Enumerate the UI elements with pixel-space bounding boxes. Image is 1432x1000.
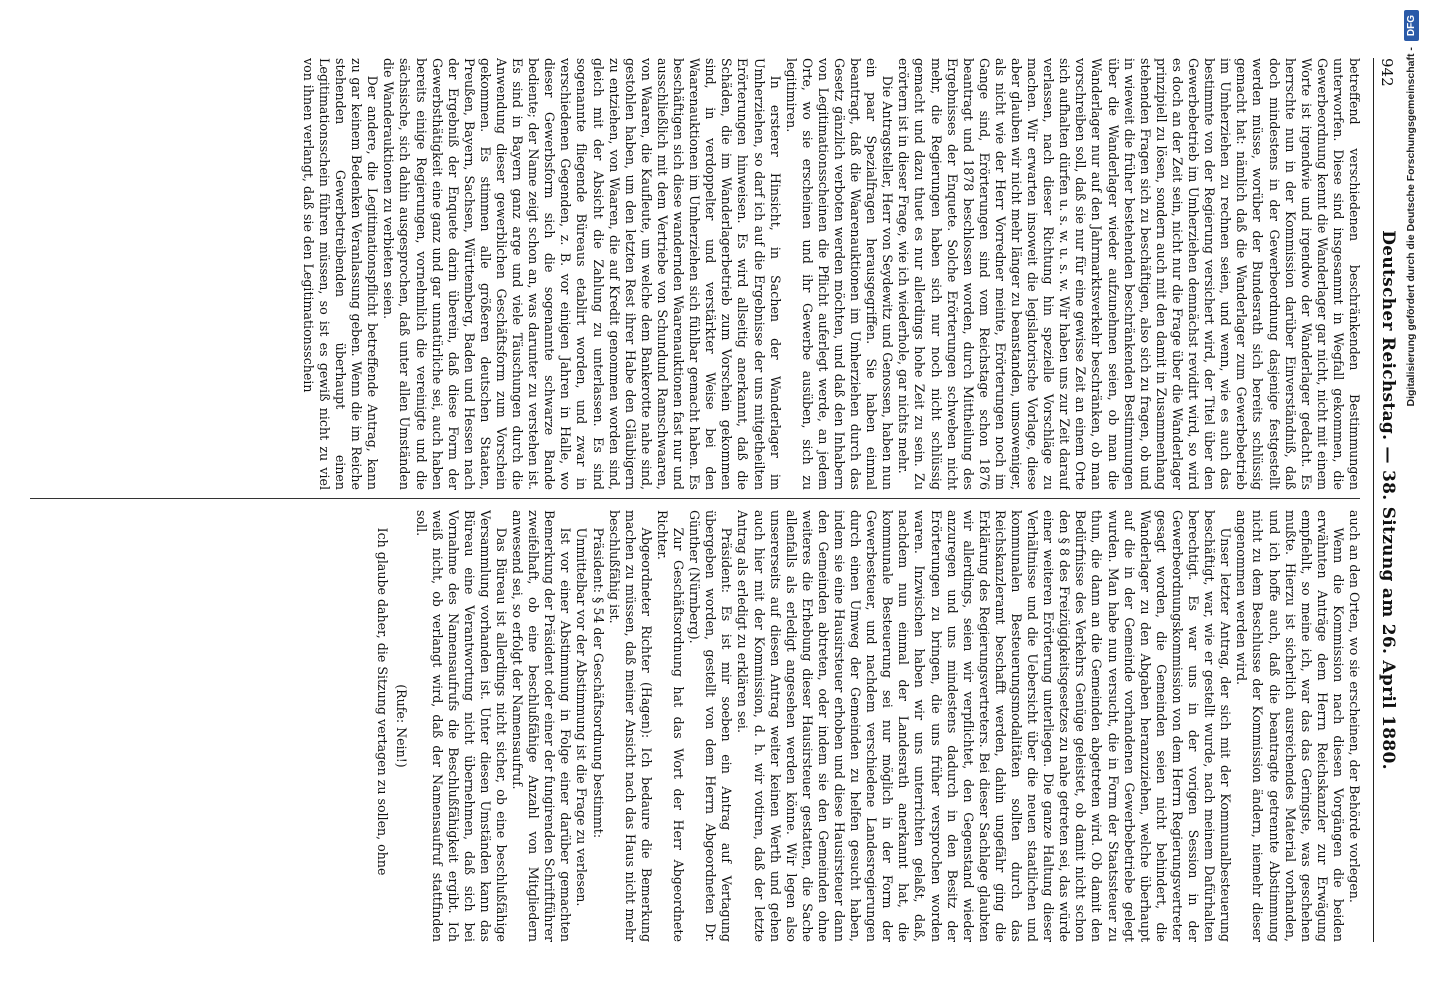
digitization-credit <box>1398 10 1424 990</box>
paragraph: Wenn die Kommission nach diesen Vorgängen die beiden erwähnten Anträge dem Herrn Reichskanzler zur Erwägung empfiehlt, so meine ich, war das das Geringste, was geschehen mußte. Hierzu ist sicherlich ausreichendes Material vorhanden, und ich hoffe auch, daß die beantragte getrennte Abstimmung nicht zu dem Beschlusse der Kommission ändern, niemehr dieser angenommen werden wird. <box>1234 510 1346 942</box>
speech-president: Präsident: § 54 der Geschäftsordnung bestimmt: <box>590 527 606 839</box>
speech-president: Präsident: Es ist mir soeben ein Antrag auf Vertagung übergeben worden, gestellt von dem Herrn Abgeordneten Dr. Günther (Nürnberg). <box>687 510 735 942</box>
paragraph: Die Antragsteller, Herr von Seydewitz und Genossen, haben nun ein paar Spezialfragen herausgegriffen. Sie haben einmal beantragt, daß die Waarenauktionen im Umherziehen durch das Gesetz gänzlich verboten werden möchten, und daß den Inhabern von Legitimationsscheinen die Pflicht auferlegt werde, an jedem Orte, wo sie erscheinen und ihr Gewerbe ausüben, sich zu legitimiren. <box>783 58 896 490</box>
running-title: Deutscher Reichstag. — 38. Sitzung am 26. April 1880. <box>1378 230 1398 770</box>
speech-richter: Abgeordneter Richter (Hagen): Ich bedaure die Bemerkung machen zu müssen, daß meiner Ansicht nach das Haus nicht mehr beschlußfähig ist. <box>606 510 654 942</box>
paragraph: auch an den Orten, wo sie erscheinen, der Behörde vorlegen. <box>1347 510 1362 903</box>
paragraph: Das Büreau ist allerdings nicht sicher, ob eine beschlußfähige Versammlung vorhanden ist. Unter diesen Umständen kann das Büreau eine Verantwortung nicht übernehmen, daß sich bei Vornahme des Namensaufrufs die Beschlußfähigkeit ergibt. Ich weiß nicht, ob verlangt wird, daß der Namensaufruf stattfinden soll. <box>413 510 510 942</box>
dfg-logo: DFG <box>1404 10 1419 41</box>
interjection: (Rufe: Nein!) <box>394 684 410 768</box>
paragraph: betreffend verschiedenen beschränkenden Bestimmungen unterworfen. Diese sind insgesammt in Wegfall gekommen, die Gewerbeordnung kennt die Wanderlager gar nicht, nicht mit einem Worte ist irgendwie und irgendwo der Wanderlager gedacht. Es herrschte nun in der Kommission darüber Einverständniß, daß doch mindestens in der Gewerbeordnung dasjenige festgestellt werden müsse, worüber der Bundesrath sich bereits schlüssig gemacht hat: nämlich daß die Wanderlager zum Gewerbebetrieb im Umherziehen zu rechnen seien, und wenn, wie es auch das bestimmte von der Regierung versichert wird, der Titel über den Gewerbebetrieb im Umherziehen demnächst revidirt wird, so wird es doch an der Zeit sein, nicht nur die Frage über die Wanderlager prinzipiell zu lösen, sondern auch mit den damit in Zusammenhang stehenden Fragen sich zu beschäftigen, also sich zu fragen, ob und in wieweit die früher bestehenden beschränkenden Bestimmungen über die Wanderlager wieder aufzunehmen seien, ob man die Wanderlager nur auf den Jahrmarktsverkehr beschränken, ob man vorschreiben soll, daß sie nur für eine gewisse Zeit an einem Orte sich aufhalten dürfen u. s. w. u. s. w. Wir haben uns zur Zeit darauf verlassen, nach dieser Richtung hin spezielle Vorschläge zu machen. Wir erwarten insoweit die legislatorische Vorlage, diese aber glauben wir nicht mehr länger zu beanstanden, umsoweniger, als nicht wie der Herr Vorredner meinte, Erörterungen noch im Gange sind, Erörterungen sind vom Reichstage schon 1876 beantragt und 1878 beschlossen worden, durch Mittheilung des Ergebnisses der Enquete. Solche Erörterungen schweben nicht mehr, die Regierungen haben sich nur noch nicht schlüssig gemacht und dazu thuet es nur allerdings hohe Zeit zu sein. Zu erörtern ist in dieser Frage, wie ich wiederhole, gar nichts mehr. <box>896 58 1362 490</box>
quoted-rule: Unmittelbar vor der Abstimmung ist die Frage zu verlesen. <box>574 527 590 907</box>
page-header <box>1373 58 1400 942</box>
page-number: 942 <box>1378 58 1396 87</box>
text-column-right <box>24 510 1362 942</box>
quoted-rule: Ist vor einer Abstimmung in Folge einer darüber gemachten Bemerkung der Präsident oder einer der fungirenden Schriftführer zweifelhaft, ob eine beschlußfähige Anzahl von Mitgliedern anwesend sei, so erfolgt der Namensaufruf. <box>510 510 574 942</box>
digitization-credit-text: Digitalisierung gefördert durch die Deutsche Forschungsgemeinschaft - <box>1405 47 1417 407</box>
column-divider <box>30 498 1360 499</box>
paragraph: Zur Geschäftsordnung hat das Wort der Herr Abgeordnete Richter. <box>654 510 687 942</box>
text-column-left <box>24 58 1362 490</box>
paragraph: Der andere, die Legitimationspflicht betreffende Antrag, kann zu gar keinem Bedenken Veranlassung geben. Wenn die im Reiche stehenden Gewerbetreibenden überhaupt einen Legitimationsschein führen müssen, so ist es gewiß nicht zu viel von ihnen verlangt, daß sie den Legitimationsschein <box>300 58 381 490</box>
paragraph: In ersterer Hinsicht, in Sachen der Wanderlager im Umherziehen, so darf ich auf die Ergebnisse der uns mitgetheilten Erörterungen hinweisen. Es wird allseitig anerkannt, daß die Schäden, die im Wanderlagerbetrieb zum Vorschein gekommen sind, in verdoppelter und verstärkter Weise bei den Waarenauktionen im Umherziehen sich fühlbar gemacht haben. Es beschäftigen sich diese wandernden Waarenauktionen fast nur und ausschließlich mit dem Vertriebe von Schundund Ramschwaaren, von Waaren, die Kaufleute, um welche dem Bankerotte nahe sind, gestohlen haben, um den letzten Rest ihrer Habe den Gläubigern zu entziehen, von Waaren, die auf Kredit genommen worden sind, gleich mit der Absicht die Zahlung zu unterlassen. Es sind sogenannte fliegende Büreaus etablirt worden, und zwar in verschiedenen Gegenden, z. B. vor einigen Jahren in Halle, wo dieser Gewerbsform sich die sogenannte schwarze Bande bediente; der Name zeigt schon an, was darunter zu verstehen ist. Es sind in Bayern ganz arge und viele Täuschungen durch die Anwendung dieser gewerblichen Geschäftsform zum Vorschein gekommen. Es stimmen alle größeren deutschen Staaten, Preußen, Bayern, Sachsen, Württemberg, Baden und Hessen nach der Ergebniß der Enquete darin überein, daß diese Form der Gewerbsthätigkeit eine ganz und gar unnatürliche sei, auch haben bereits einige Regierungen, vornehmlich die vereinigte und die sächsische, sich dahin ausgesprochen, daß unter allen Umständen die Wanderauktionen zu verbieten seien. <box>381 58 783 490</box>
paragraph: Unser letzter Antrag, der sich mit der Kommunalbesteuerung beschäftigt, war, wie er gestellt wurde, nach meinem Dafürhalten berechtigt. Es war uns in der vorigen Session in der Gewerbeordnungskommission von dem Herrn Regierungsvertreter gesagt worden, die Gemeinden seien nicht behindert, die Wanderlager zu den Abgaben heranzuziehen, welche überhaupt auf die in der Gemeinde vorhandenen Gewerbebetriebe gelegt wurden. Man habe nun versucht, die in Form der Staatssteuer zu thun, die dann an die Gemeinden abgetreten wird. Ob damit den Bedürfnisse des Verkehrs Genüge geleistet, ob damit nicht schon den § 8 des Freizügigkeitsgesetzes zu nahe getreten sei, das würde einer weiteren Erörterung unterliegen. Die ganze Haltung dieser Verhältnisse und die Uebersicht über die neuen staatlichen und kommunalen Besteuerungsmodalitäten sollten durch das Reichskanzleramt beschafft werden, dahin ungefähr ging die Erklärung des Regierungsvertreters. Bei dieser Sachlage glaubten wir allerdings, seien wir verpflichtet, den Gegenstand wieder anzuregen und uns mindestens dadurch in den Besitz der Erörterungen zu bringen, die uns früher versprochen worden waren. Inzwischen haben wir uns unterrichten gelaßt, daß, nachdem nun einmal der Landesrath anerkannt hat, die kommunale Besteuerung sei nur möglich in der Form der Gewerbesteuer, und nachdem verschiedene Landesregierungen durch einen Umweg der Gemeinden zu helfen gesucht haben, indem sie eine Hausirsteuer erhoben und diese Hausirsteuer dann den Gemeinden abtreten, oder indem sie den Gemeinden ohne weiteres die Erhebung dieser Hausirsteuer gestatten, die Sache allenfalls als erledigt angesehen werden könne. Wir legen also unsererseits auf diesen Antrag weiter keinen Werth und gehen auch hier mit der Kommission, d. h. wir votiren, daß der letzte Antrag als erledigt zu erklären sei. <box>735 510 1234 942</box>
paragraph: Ich glaube daher, die Sitzung vertagen zu sollen, ohne <box>375 527 391 876</box>
